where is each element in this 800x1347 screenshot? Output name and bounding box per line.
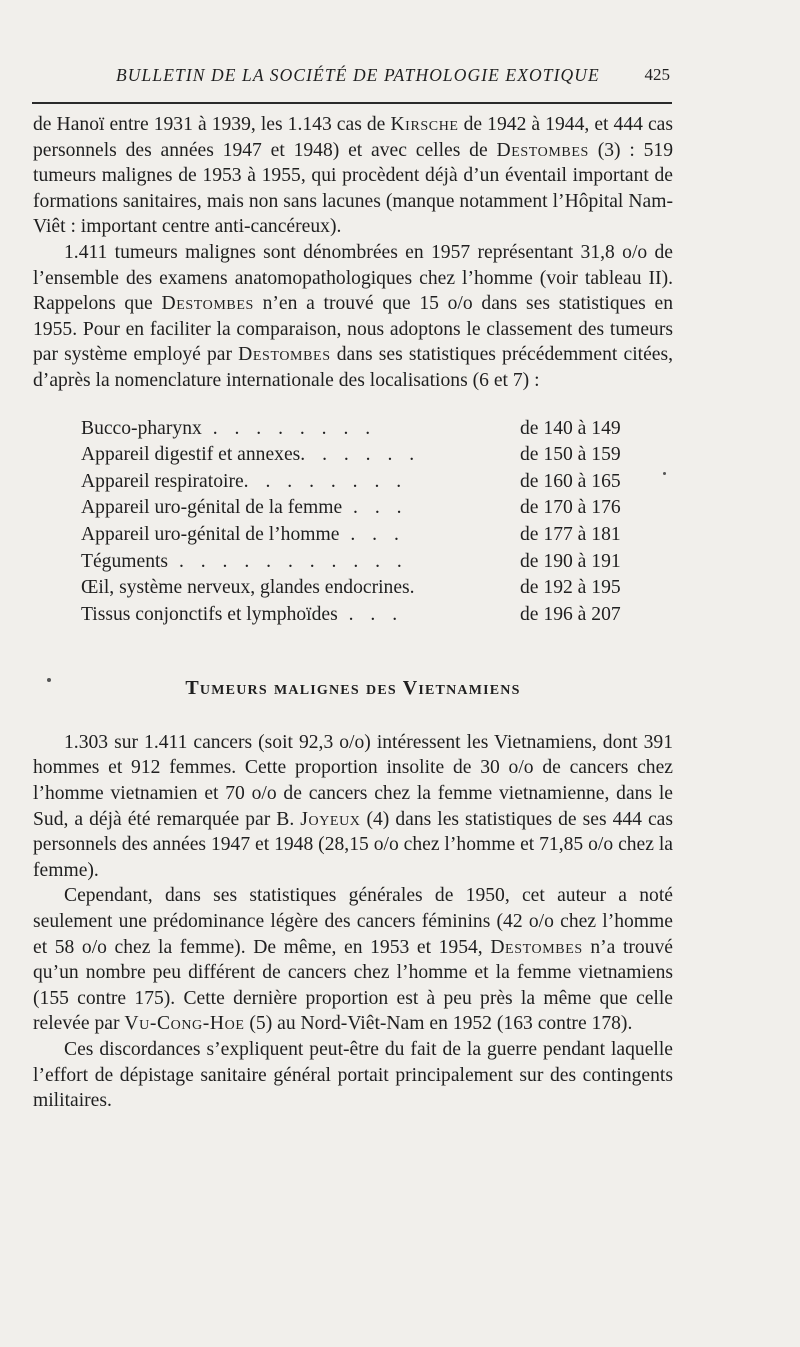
localisation-label: Appareil uro-génital de la femme	[81, 497, 343, 519]
body-text	[33, 112, 673, 1114]
code-range: de 160 à 165	[520, 470, 621, 492]
author-name: Destombes	[490, 936, 583, 958]
code-range: de 196 à 207	[520, 603, 621, 625]
leader-dots: . . . . . . . .	[243, 470, 408, 492]
header-rule	[32, 102, 672, 104]
localisation-label: Appareil uro-génital de l’homme	[81, 523, 340, 545]
list-item	[33, 442, 673, 469]
list-item	[33, 495, 673, 522]
code-range: de 190 à 191	[520, 550, 621, 572]
list-item	[33, 602, 673, 629]
running-title: BULLETIN DE LA SOCIÉTÉ DE PATHOLOGIE EXOTIQUE	[116, 65, 600, 85]
localisation-label: Bucco-pharynx	[81, 417, 202, 439]
spacer	[33, 702, 673, 730]
localisation-label: Tissus conjonctifs et lymphoïdes	[81, 603, 338, 625]
leader-dots: . . . . . . . . . . .	[168, 550, 408, 572]
paragraph-3: 1.303 sur 1.411 cancers (soit 92,3 o/o) intéressent les Vietnamiens, dont 391 hommes et 912 femmes. Cette proportion insolite de 30 o/o de cancers chez l’homme vietnamien et 70 o/o de cancers chez la femme vietnamienne, dans le Sud, a déjà été remarquée par B. Joyeux (4) dans les statistiques de ses 444 cas personnels des années 1947 et 1948 (28,15 o/o chez l’homme et 71,85 o/o chez la femme).	[33, 731, 673, 881]
localisation-label: Appareil respiratoire	[81, 470, 244, 492]
leader-dots: . . .	[339, 523, 405, 545]
localisation-label: Œil, système nerveux, glandes endocrines.	[81, 577, 415, 599]
author-name: Kirsche	[390, 114, 459, 135]
author-name: Destombes	[496, 139, 589, 161]
author-name: Joyeux	[300, 808, 361, 830]
page-header	[88, 65, 670, 89]
leader-dots: . . .	[342, 497, 408, 519]
list-item	[33, 416, 673, 443]
localisation-label: Téguments	[81, 550, 169, 572]
list-item	[33, 469, 673, 496]
code-range: de 192 à 195	[520, 577, 621, 599]
code-range: de 150 à 159	[520, 444, 621, 466]
list-item	[33, 575, 673, 602]
paragraph-2: 1.411 tumeurs malignes sont dénombrées en 1957 représentant 31,8 o/o de l’ensemble des examens anatomopathologiques chez l’homme (voir tableau II). Rappelons que Destombes n’en a trouvé que 15 o/o dans ses statistiques en 1955. Pour en faciliter la comparaison, nous adoptons le classement des tumeurs par système employé par Destombes dans ses statistiques précédemment citées, d’après la nomenclature internationale des localisations (6 et 7) :	[33, 241, 673, 391]
localisation-label: Appareil digestif et annexes	[81, 444, 301, 466]
code-range: de 170 à 176	[520, 497, 621, 519]
author-name: Vu-Cong-Hoe	[124, 1013, 245, 1035]
section-heading: Tumeurs malignes des Vietnamiens	[185, 677, 521, 700]
paragraph-5: Ces discordances s’expliquent peut-être du fait de la guerre pendant laquelle l’effort de dépistage sanitaire général portait principalement sur des contingents militaires.	[33, 1039, 673, 1112]
code-range: de 177 à 181	[520, 523, 621, 545]
code-range: de 140 à 149	[520, 417, 621, 439]
leader-dots: . . .	[337, 603, 404, 625]
list-item	[33, 549, 673, 576]
leader-dots: . . . . . . . .	[201, 417, 377, 439]
paragraph-1: de Hanoï entre 1931 à 1939, les 1.143 cas de Kirsche de 1942 à 1944, et 444 cas personnels des années 1947 et 1948) et avec celles de Destombes (3) : 519 tumeurs malignes de 1953 à 1955, qui procèdent déjà d’un éventail important de formations sanitaires, mais non sans lacunes (manque notamment l’Hôpital Nam-Viêt : important centre anti-cancéreux).	[33, 114, 673, 238]
author-name: Destombes	[238, 344, 331, 366]
paragraph-4: Cependant, dans ses statistiques générales de 1950, cet auteur a noté seulement une prédominance légère des cancers féminins (42 o/o chez l’homme et 58 o/o chez la femme). De même, en 1953 et 1954, Destombes n’a trouvé qu’un nombre peu différent de cancers chez l’homme et la femme vietnamiens (155 contre 175). Cette dernière proportion est à peu près la même que celle relevée par Vu-Cong-Hoe (5) au Nord-Viêt-Nam en 1952 (163 contre 178).	[33, 885, 674, 1035]
page-number: 425	[644, 65, 670, 84]
list-item	[33, 522, 673, 549]
author-name: Destombes	[161, 293, 254, 315]
leader-dots: . . . . . .	[300, 444, 421, 466]
localisation-list	[33, 416, 673, 629]
